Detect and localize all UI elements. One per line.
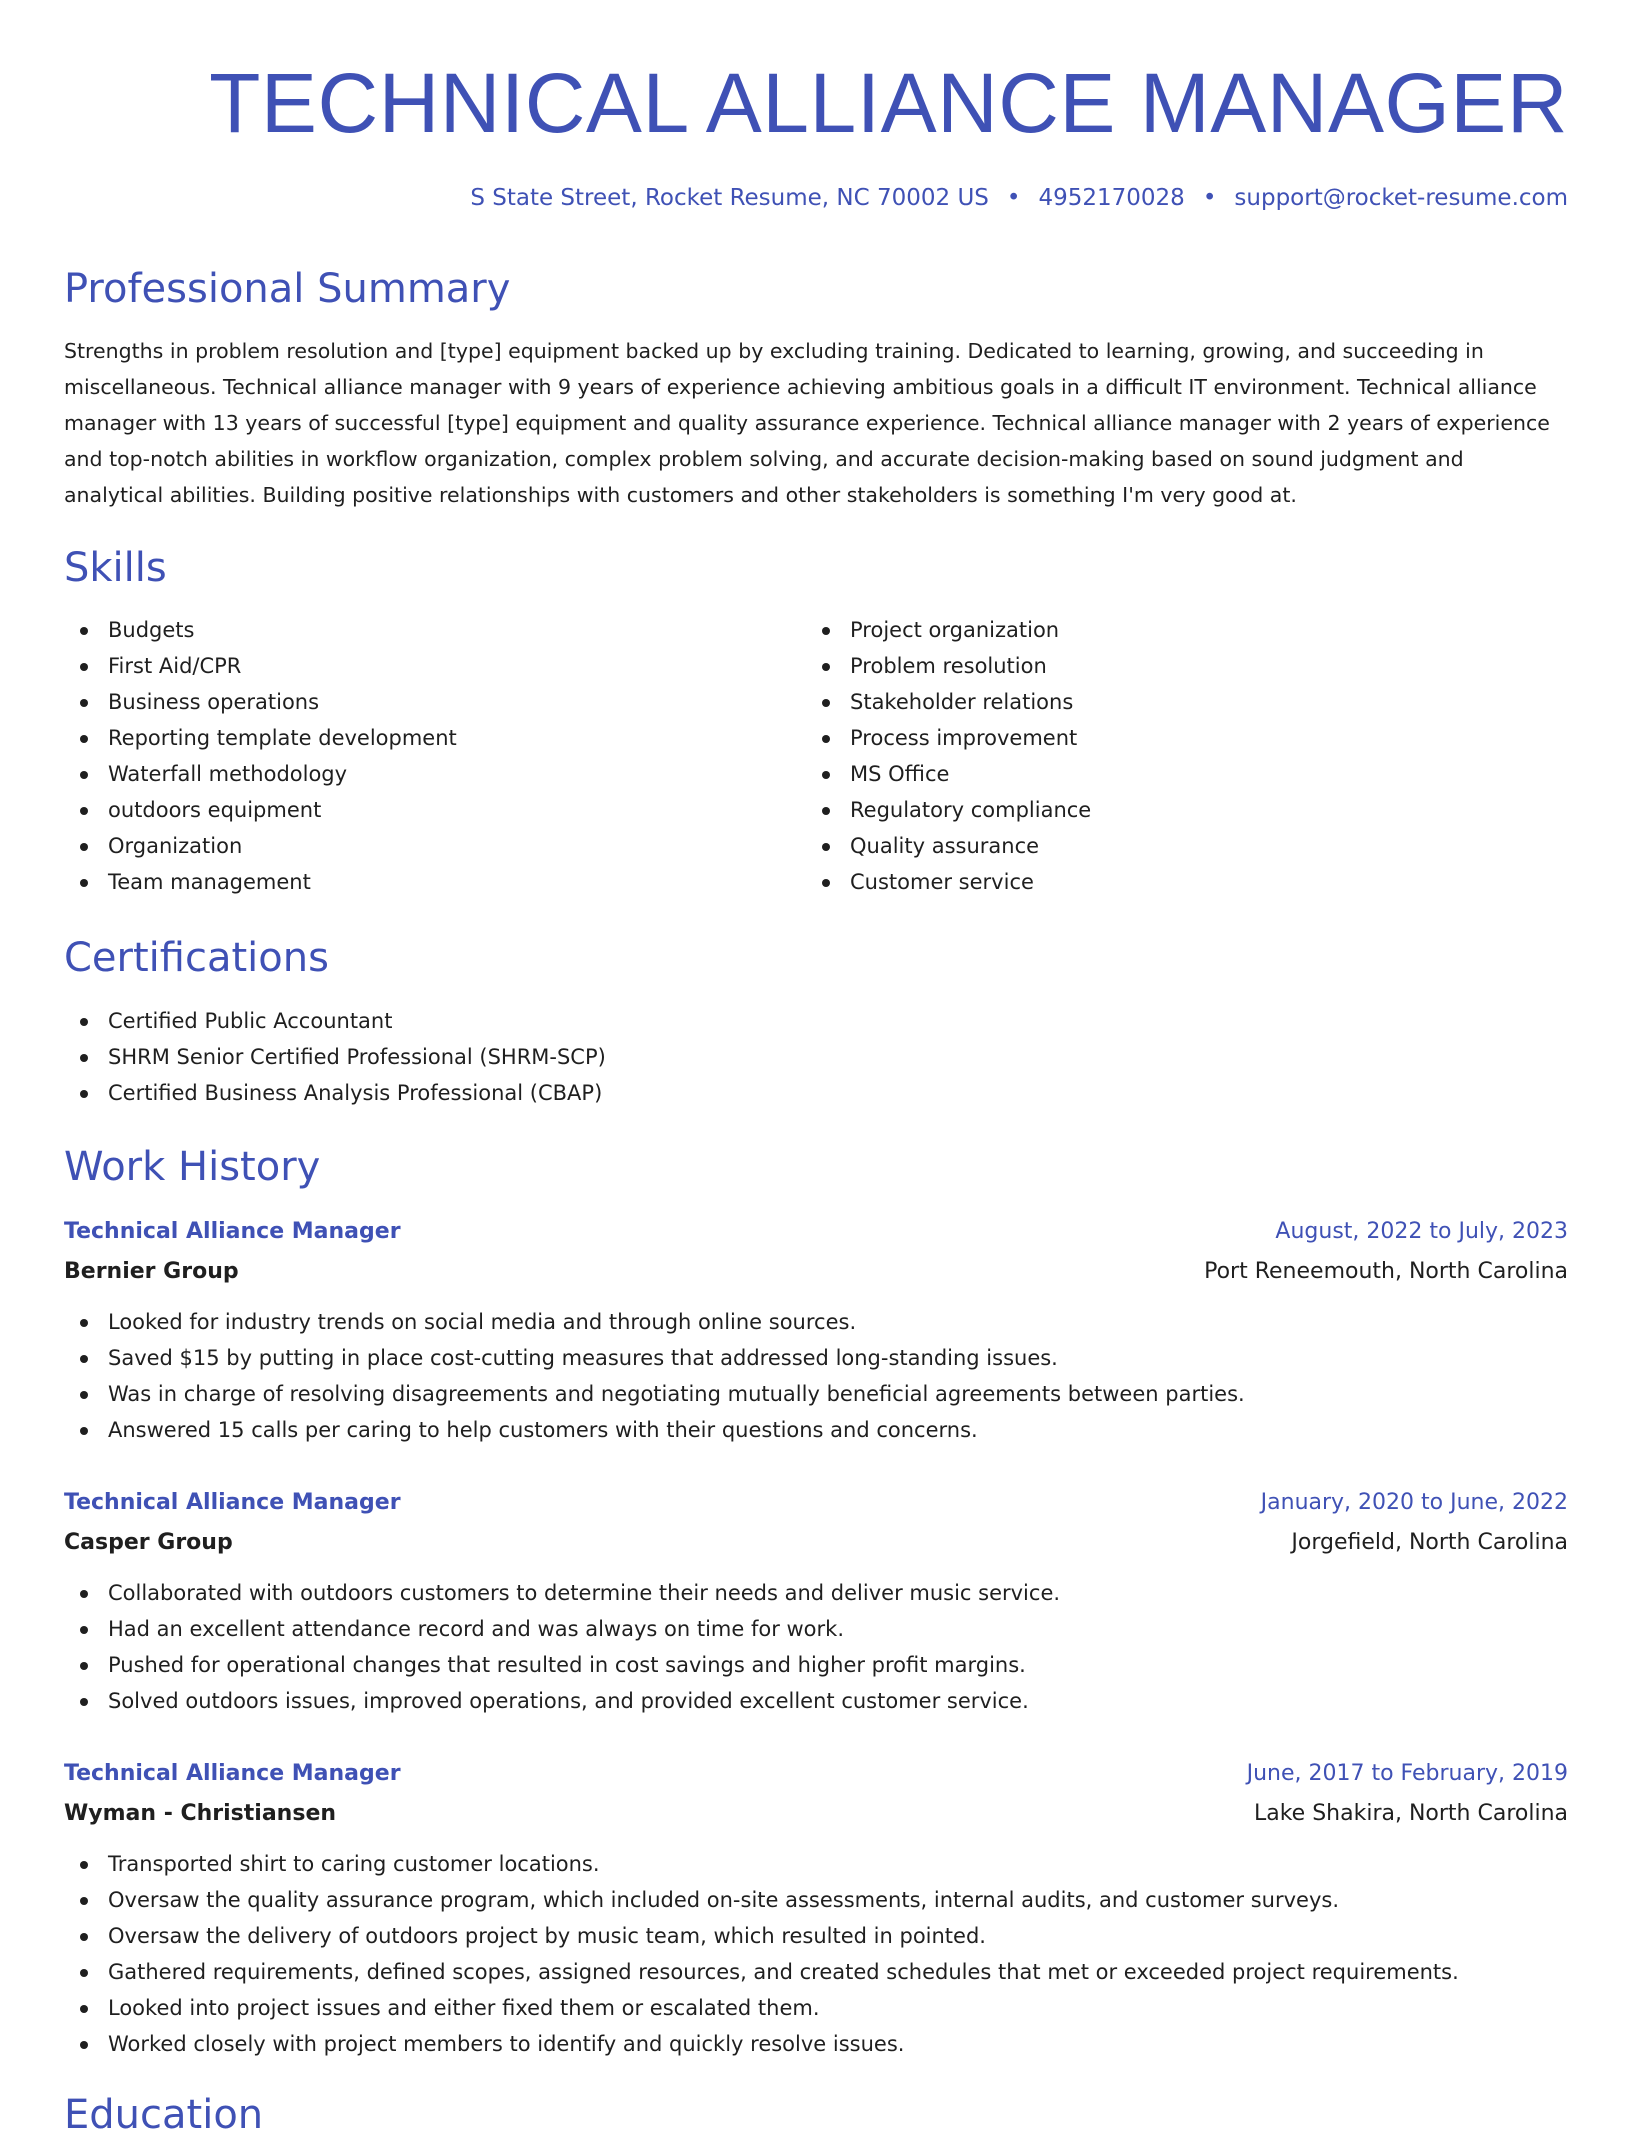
list-item: Gathered requirements, defined scopes, assigned resources, and created schedules that met or exceeded project requirements. (64, 1954, 1568, 1990)
section-title-education: Education (64, 2092, 264, 2138)
job-entry (64, 1483, 1568, 1719)
list-item: Worked closely with project members to identify and quickly resolve issues. (64, 2026, 1568, 2062)
list-item: Was in charge of resolving disagreements and negotiating mutually beneficial agreements between parties. (64, 1376, 1568, 1412)
list-item: Stakeholder relations (806, 684, 1091, 720)
list-item: First Aid/CPR (64, 648, 457, 684)
list-item: Project organization (806, 612, 1091, 648)
list-item: MS Office (806, 756, 1091, 792)
contact-separator: • (1202, 185, 1217, 211)
list-item: Collaborated with outdoors customers to determine their needs and deliver music service. (64, 1575, 1568, 1611)
job-bullets (64, 1846, 1568, 2062)
section-title-certifications: Certifications (64, 935, 329, 981)
list-item: Answered 15 calls per caring to help customers with their questions and concerns. (64, 1412, 1568, 1448)
list-item: Solved outdoors issues, improved operations, and provided excellent customer service. (64, 1683, 1568, 1719)
resume-name: TECHNICAL ALLIANCE MANAGER (209, 56, 1568, 150)
list-item: Oversaw the quality assurance program, which included on-site assessments, internal audits, and customer surveys. (64, 1882, 1568, 1918)
list-item: Had an excellent attendance record and was always on time for work. (64, 1611, 1568, 1647)
list-item: Organization (64, 828, 457, 864)
list-item: Team management (64, 864, 457, 900)
list-item: Business operations (64, 684, 457, 720)
skills-list-left (64, 612, 457, 900)
job-bullets (64, 1304, 1568, 1448)
job-location: Jorgefield, North Carolina (1291, 1530, 1568, 1555)
list-item: Saved $15 by putting in place cost-cutting measures that addressed long-standing issues. (64, 1340, 1568, 1376)
summary-text: Strengths in problem resolution and [type] equipment backed up by excluding training. Dedicated to learning, growing, and succeeding in miscellaneous. Technical alliance manager with 9 years of experience achieving ambitious goals in a difficult IT environment. Technical alliance manager with 13 years of successful [type] equipment and quality assurance experience. Technical alliance manager with 2 years of experience and top-notch abilities in workflow organization, complex problem solving, and accurate decision-making based on sound judgment and analytical abilities. Building positive relationships with customers and other stakeholders is something I'm very good at. (64, 339, 1550, 507)
certifications-list (64, 1003, 606, 1111)
list-item: Pushed for operational changes that resulted in cost savings and higher profit margins. (64, 1647, 1568, 1683)
list-item: Looked for industry trends on social media and through online sources. (64, 1304, 1568, 1340)
list-item: Transported shirt to caring customer locations. (64, 1846, 1568, 1882)
list-item: Process improvement (806, 720, 1091, 756)
list-item: Certified Public Accountant (64, 1003, 606, 1039)
list-item: Problem resolution (806, 648, 1091, 684)
job-location: Port Reneemouth, North Carolina (1204, 1259, 1568, 1284)
list-item: Customer service (806, 864, 1091, 900)
list-item: Reporting template development (64, 720, 457, 756)
list-item: Regulatory compliance (806, 792, 1091, 828)
contact-address: S State Street, Rocket Resume, NC 70002 US (470, 185, 989, 211)
contact-phone: 4952170028 (1038, 185, 1185, 211)
job-dates: January, 2020 to June, 2022 (1260, 1490, 1568, 1515)
list-item: outdoors equipment (64, 792, 457, 828)
list-item: SHRM Senior Certified Professional (SHRM-SCP) (64, 1039, 606, 1075)
job-bullets (64, 1575, 1568, 1719)
section-title-summary: Professional Summary (64, 266, 511, 312)
list-item: Looked into project issues and either fixed them or escalated them. (64, 1990, 1568, 2026)
contact-email[interactable]: support@rocket-resume.com (1234, 185, 1568, 211)
list-item: Waterfall methodology (64, 756, 457, 792)
list-item: Budgets (64, 612, 457, 648)
list-item: Certified Business Analysis Professional (CBAP) (64, 1075, 606, 1111)
list-item: Quality assurance (806, 828, 1091, 864)
contact-separator: • (1006, 185, 1021, 211)
job-dates: June, 2017 to February, 2019 (1246, 1761, 1568, 1786)
job-title: Technical Alliance Manager (64, 1761, 401, 1786)
job-title: Technical Alliance Manager (64, 1219, 401, 1244)
job-entry (64, 1212, 1568, 1448)
job-dates: August, 2022 to July, 2023 (1275, 1219, 1568, 1244)
list-item: Oversaw the delivery of outdoors project by music team, which resulted in pointed. (64, 1918, 1568, 1954)
contact-line (470, 180, 1568, 216)
section-title-work-history: Work History (64, 1144, 321, 1190)
job-company: Wyman - Christiansen (64, 1801, 337, 1826)
job-entry (64, 1754, 1568, 2062)
job-location: Lake Shakira, North Carolina (1253, 1801, 1568, 1826)
skills-list-right (806, 612, 1091, 900)
job-company: Casper Group (64, 1530, 233, 1555)
job-title: Technical Alliance Manager (64, 1490, 401, 1515)
job-company: Bernier Group (64, 1259, 239, 1284)
section-title-skills: Skills (64, 545, 167, 591)
